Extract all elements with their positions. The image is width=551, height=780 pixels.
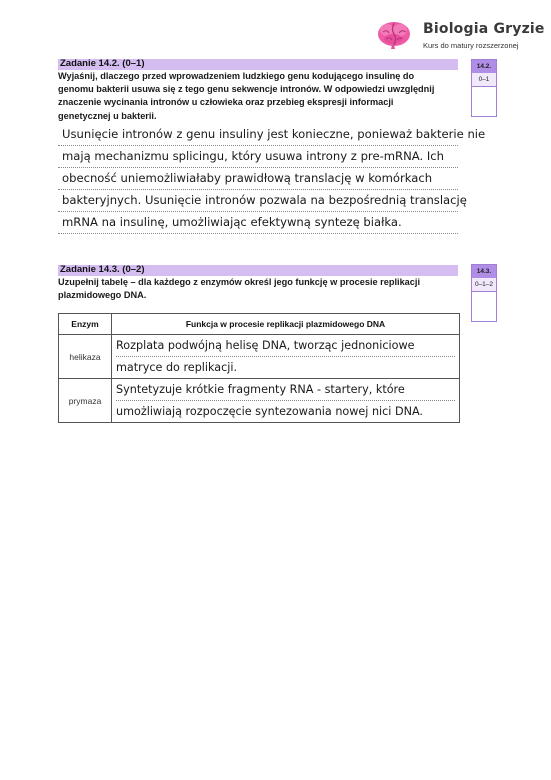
- brand-title: Biologia Gryzie: [423, 21, 545, 37]
- task-prompt: [58, 276, 458, 302]
- answer-area[interactable]: [58, 124, 486, 234]
- points-range: 0–1: [472, 73, 496, 87]
- task-title: Zadanie 14.3. (0–2): [60, 264, 145, 275]
- enzyme-function-cell[interactable]: [112, 335, 460, 379]
- answer-line: Usunięcie intronów z genu insuliny jest konieczne, ponieważ bakterie nie: [58, 124, 458, 146]
- function-line: Rozplata podwójną helisę DNA, tworząc jednoniciowe: [116, 335, 455, 357]
- enzyme-function-cell[interactable]: [112, 379, 460, 423]
- brand-subtitle: Kurs do matury rozszerzonej: [423, 41, 519, 50]
- score-field[interactable]: [472, 292, 496, 321]
- prompt-line: genetycznej u bakterii.: [58, 110, 157, 121]
- enzyme-name: helikaza: [59, 335, 112, 379]
- function-line: umożliwiają rozpoczęcie syntezowania nowej nici DNA.: [116, 405, 423, 418]
- prompt-line: plazmidowego DNA.: [58, 290, 147, 301]
- enzyme-name: prymaza: [59, 379, 112, 423]
- score-box: [471, 264, 497, 322]
- table-row: [59, 379, 460, 423]
- function-line: Syntetyzuje krótkie fragmenty RNA - startery, które: [116, 379, 455, 401]
- answer-line: bakteryjnych. Usunięcie intronów pozwala na bezpośrednią translację: [58, 190, 458, 212]
- task-prompt: [58, 70, 458, 123]
- task-header: [58, 265, 458, 276]
- prompt-line: genomu bakterii usuwa się z tego genu sekwencje intronów. W odpowiedzi uwzględnij: [58, 84, 435, 95]
- answer-line: obecność uniemożliwiałaby prawidłową translację w komórkach: [58, 168, 458, 190]
- points-range: 0–1–2: [472, 278, 496, 292]
- brand-logo: [376, 20, 546, 54]
- column-header-function: Funkcja w procesie replikacji plazmidowego DNA: [112, 314, 460, 335]
- function-line: matryce do replikacji.: [116, 361, 238, 374]
- column-header-enzyme: Enzym: [59, 314, 112, 335]
- table-row: [59, 335, 460, 379]
- prompt-line: znaczenie wycinania intronów u człowieka oraz przebieg ekspresji informacji: [58, 97, 394, 108]
- score-box: [471, 59, 497, 117]
- answer-line: mRNA na insulinę, umożliwiając efektywną syntezę białka.: [58, 212, 458, 234]
- answer-line: mają mechanizmu splicingu, który usuwa introny z pre-mRNA. Ich: [58, 146, 458, 168]
- enzyme-table: [58, 313, 460, 423]
- task-number: 14.3.: [472, 265, 496, 278]
- score-field[interactable]: [472, 87, 496, 116]
- task-title: Zadanie 14.2. (0–1): [60, 58, 145, 69]
- task-header: [58, 59, 458, 70]
- brain-icon: [376, 20, 412, 50]
- prompt-line: Wyjaśnij, dlaczego przed wprowadzeniem ludzkiego genu kodującego insulinę do: [58, 71, 415, 81]
- task-number: 14.2.: [472, 60, 496, 73]
- table-header-row: [59, 314, 460, 335]
- prompt-line: Uzupełnij tabelę – dla każdego z enzymów określ jego funkcję w procesie replikacji: [58, 277, 421, 287]
